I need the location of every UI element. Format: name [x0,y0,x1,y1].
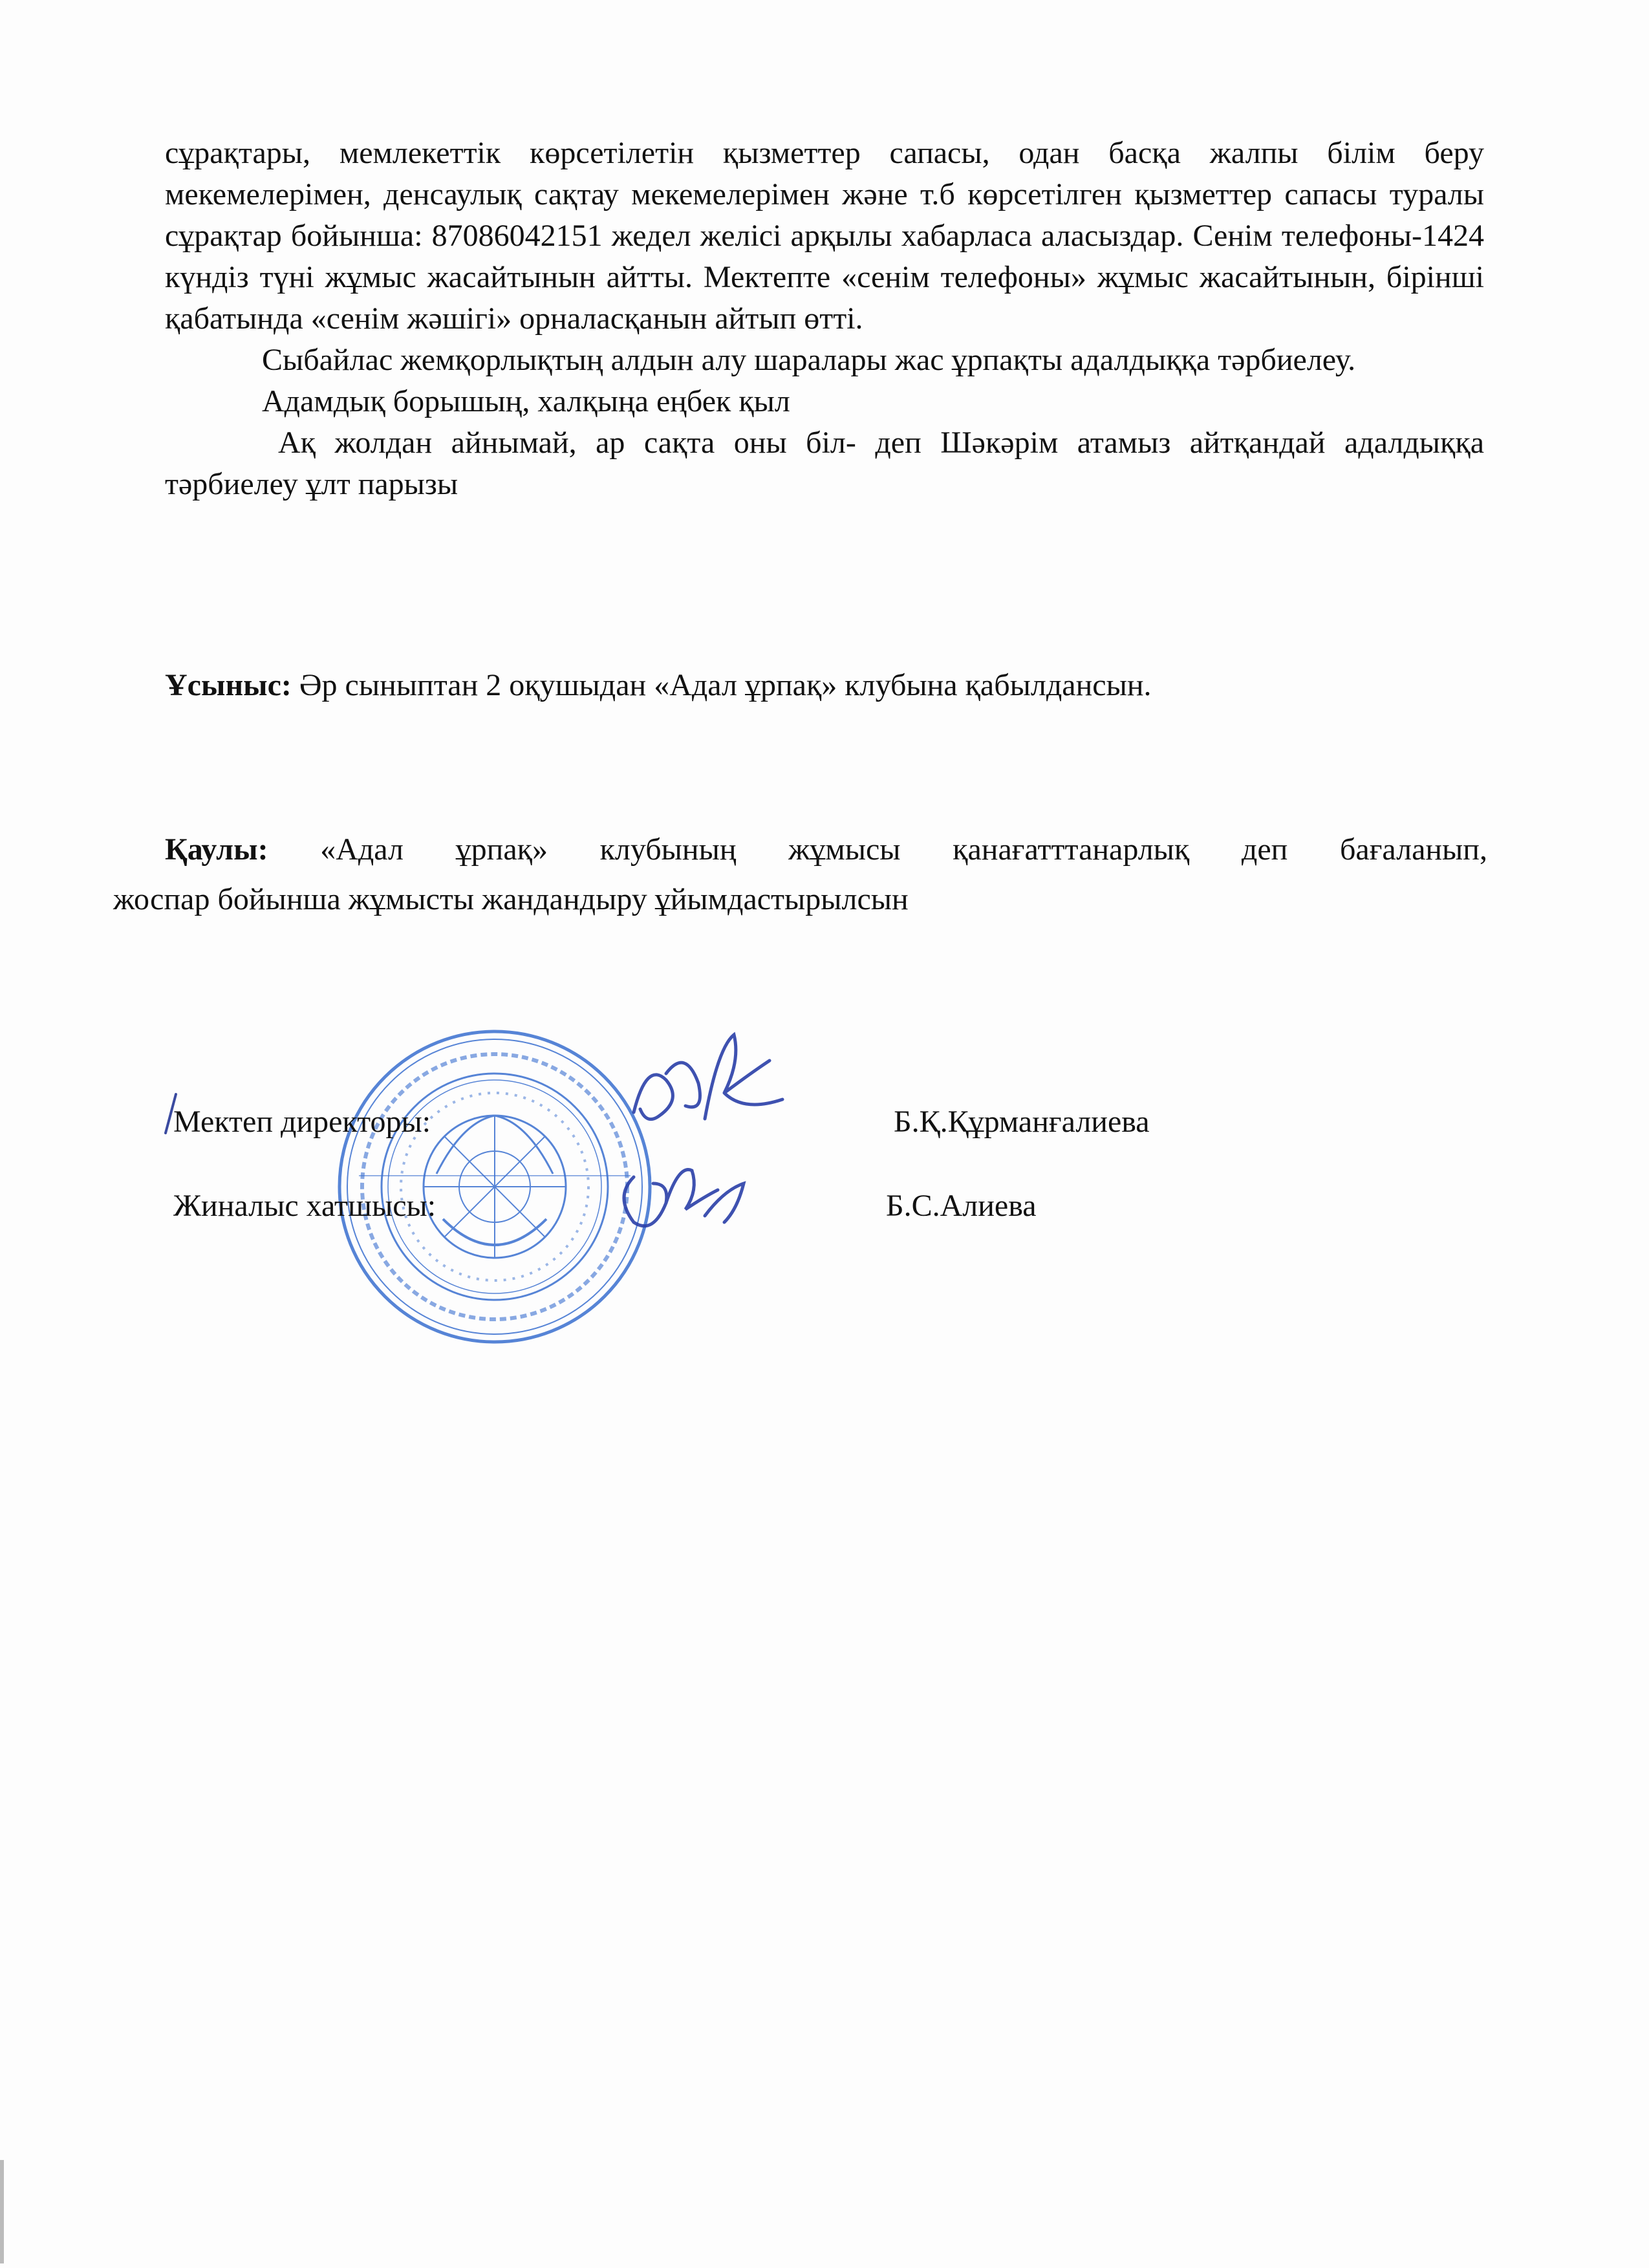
proposal-text: Әр сыныптан 2 оқушыдан «Адал ұрпақ» клубына қабылдансын. [291,668,1152,702]
secretary-signature-icon [608,1151,763,1248]
paragraph-verse-1: Адамдық борышың, халқыңа еңбек қыл [262,384,790,418]
director-title: Мектеп директоры: [173,1105,431,1139]
scan-edge-mark [0,2160,4,2263]
resolution-section [113,825,1487,924]
paragraph-verse-2: Ақ жолдан айнымай, ар сақта оны біл- деп Шәкәрім атамыз айтқандай адалдыққа тәрбиелеу ұлт парызы [165,426,1484,501]
resolution-line-2: жоспар бойынша жұмысты жандандыру ұйымдастырылсын [113,882,909,916]
secretary-title: Жиналыс хатшысы: [173,1189,436,1223]
resolution-line-1 [113,825,1487,874]
resolution-text-1: «Адал ұрпақ» клубының жұмысы қанағатттанарлық деп бағаланып, [268,832,1487,867]
paragraph-corruption: Сыбайлас жемқорлықтың алдын алу шаралары жас ұрпақты адалдыққа тәрбиелеу. [262,343,1356,377]
paragraph-info: сұрақтары, мемлекеттік көрсетілетін қызметтер сапасы, одан басқа жалпы білім беру мекемелерімен, денсаулық сақтау мекемелерімен және т.б көрсетілген қызметтер сапасы туралы сұрақтар бойынша: 87086042151 жедел желісі арқылы хабарласа аласыздар. Сенім телефоны-1424 күндіз түні жұмыс жасайтынын айтты. Мектепте «сенім телефоны» жұмыс жасайтынын, бірінші қабатында «сенім жәшігі» орналасқанын айтып өтті. [165,136,1484,336]
proposal-section [165,665,1484,706]
director-name: Б.Қ.Құрманғалиева [894,1105,1150,1139]
director-signature-icon [621,1022,795,1151]
proposal-label: Ұсыныс: [165,668,292,702]
secretary-name: Б.С.Алиева [886,1189,1037,1223]
resolution-label: Қаулы: [165,832,268,867]
body-text [165,133,1484,505]
